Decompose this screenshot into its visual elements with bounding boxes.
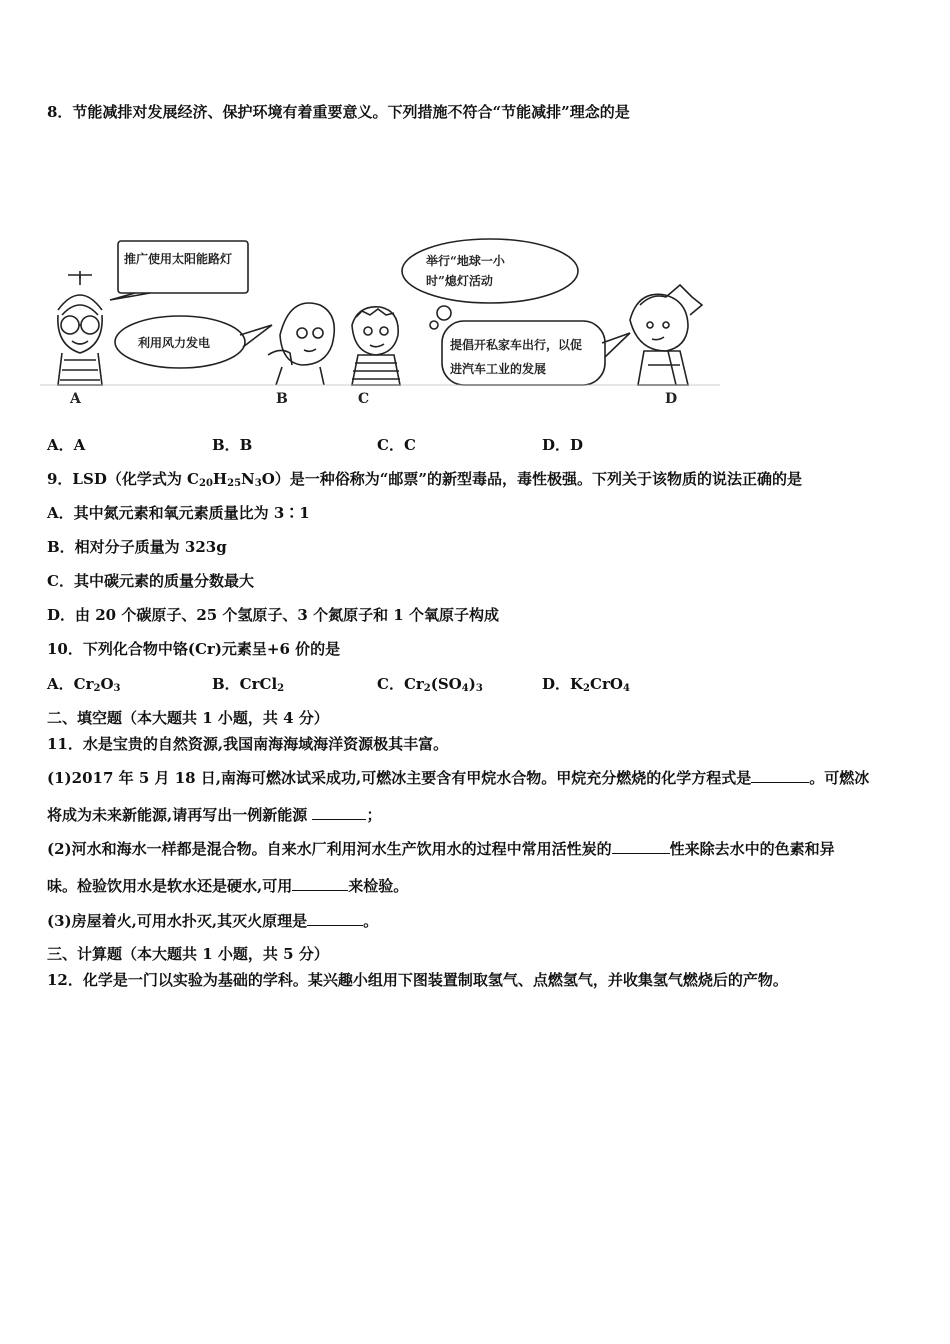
q8-option-a: A．A — [47, 436, 86, 454]
q11-part1-line2: 将成为未来新能源,请再写出一例新能源 ； — [47, 806, 382, 824]
character-c-icon — [352, 307, 400, 385]
q11-part1-line1: (1)2017 年 5 月 18 日,南海可燃冰试采成功,可燃冰主要含有甲烷水合物。甲烷充分燃烧的化学方程式是 。可燃冰 — [47, 769, 870, 787]
figure-label-a: A — [70, 391, 81, 407]
q9-option-a: A．其中氮元素和氧元素质量比为 3∶1 — [47, 504, 310, 522]
q8-option-c: C．C — [377, 436, 416, 454]
answer-blank[interactable] — [307, 911, 363, 926]
section-2-heading: 二、填空题（本大题共 1 小题，共 4 分） — [47, 709, 329, 727]
figure-label-d: D — [665, 391, 678, 407]
q11-part2-line1: (2)河水和海水一样都是混合物。自来水厂利用河水生产饮用水的过程中常用活性炭的 性来除去水中的色素和异 — [47, 840, 835, 858]
bubble-d-text-1: 提倡开私家车出行，以促 — [450, 338, 583, 352]
q10-option-a: A．$Cr_2O_3$ — [47, 675, 121, 694]
q10-stem: 10．下列化合物中铬(Cr)元素呈+6 价的是 — [47, 640, 341, 658]
bubble-c-text-1: 举行“地球一小 — [426, 254, 505, 268]
q8-illustration — [40, 235, 720, 410]
q9-stem: 9．LSD（化学式为 $C_{20}H_{25}N_3O$）是一种俗称为“邮票”的新型毒品，毒性极强。下列关于该物质的说法正确的是 — [47, 470, 803, 489]
q11-part3: (3)房屋着火,可用水扑灭,其灭火原理是 。 — [47, 912, 379, 930]
q9-option-d: D．由 20 个碳原子、25 个氢原子、3 个氮原子和 1 个氧原子构成 — [47, 606, 499, 624]
q10-option-b: B．CrCl$_2$ — [212, 675, 285, 694]
answer-blank[interactable] — [292, 876, 348, 891]
figure-label-c: C — [358, 391, 370, 407]
q8-option-d: D．D — [542, 436, 584, 454]
q8-option-b: B．B — [212, 436, 253, 454]
bubble-b-text: 利用风力发电 — [138, 336, 211, 350]
answer-blank[interactable] — [312, 805, 366, 820]
q11-stem: 11．水是宝贵的自然资源,我国南海海域海洋资源极其丰富。 — [47, 735, 449, 753]
character-d-icon — [630, 285, 702, 385]
q11-part2-line2: 味。检验饮用水是软水还是硬水,可用 来检验。 — [47, 877, 409, 895]
answer-blank[interactable] — [751, 768, 809, 783]
q10-option-c: C．$Cr_2(SO_4)_3$ — [377, 675, 483, 694]
section-3-heading: 三、计算题（本大题共 1 小题，共 5 分） — [47, 945, 329, 963]
character-b-icon — [268, 303, 334, 385]
answer-blank[interactable] — [612, 839, 670, 854]
bubble-d-text-2: 进汽车工业的发展 — [450, 362, 547, 376]
q10-option-d: D．$K_2CrO_4$ — [542, 675, 630, 694]
bubble-c-text-2: 时”熄灯活动 — [426, 274, 493, 288]
bubble-a-text: 推广使用太阳能路灯 — [124, 252, 233, 266]
figure-label-b: B — [276, 391, 288, 407]
q8-stem: 8．节能减排对发展经济、保护环境有着重要意义。下列措施不符合“节能减排”理念的是 — [47, 103, 630, 121]
character-a-icon — [58, 271, 102, 385]
q9-option-b: B．相对分子质量为 323g — [47, 538, 227, 556]
q9-option-c: C．其中碳元素的质量分数最大 — [47, 572, 254, 590]
q12-stem: 12．化学是一门以实验为基础的学科。某兴趣小组用下图装置制取氢气、点燃氢气，并收集氢气燃烧后的产物。 — [47, 971, 788, 989]
